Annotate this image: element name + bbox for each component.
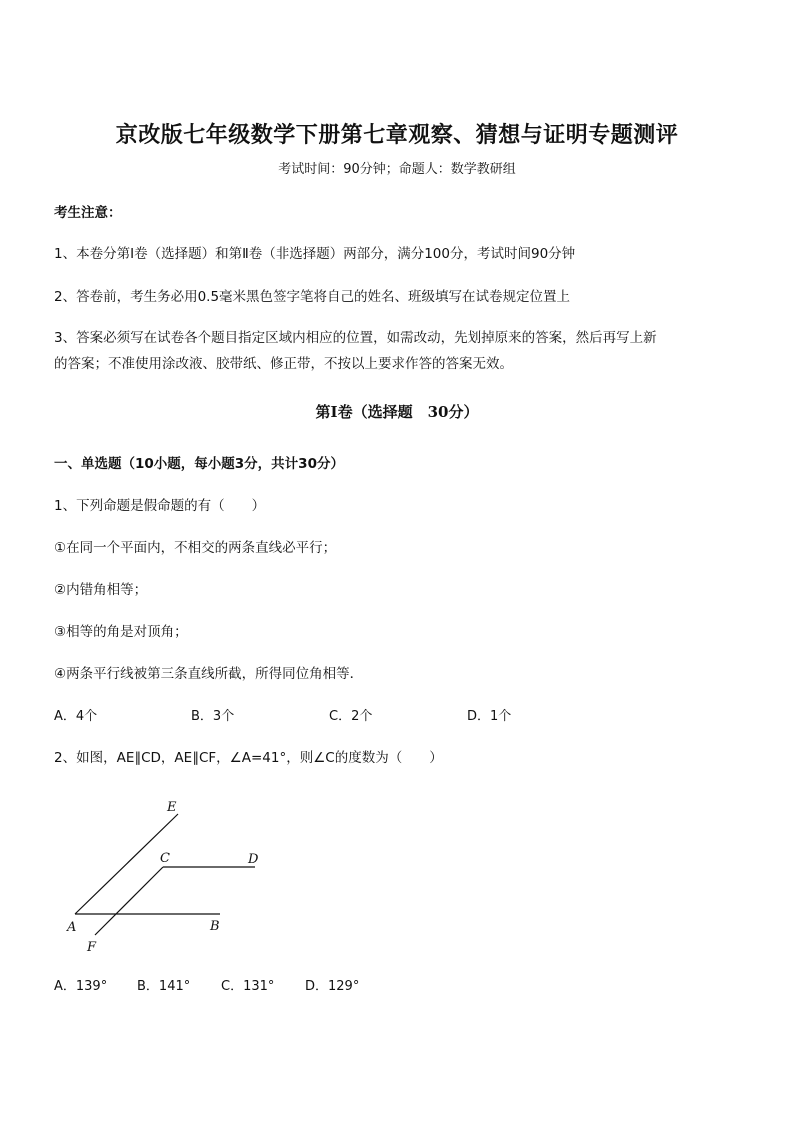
q1-option-d[interactable]: D．1个 [467, 709, 512, 724]
label-f: F [87, 940, 97, 955]
q1-option-a[interactable]: A．4个 [54, 709, 98, 724]
exam-subtitle: 考试时间：90分钟；命题人：数学教研组 [278, 162, 516, 177]
line-cf [95, 867, 163, 935]
section-title: 第Ⅰ卷（选择题 30分） [315, 403, 479, 421]
q2-option-b[interactable]: B．141° [137, 979, 191, 994]
q1-statement-2: ②内错角相等； [54, 582, 148, 598]
part-heading: 一、单选题（10小题，每小题3分，共计30分） [54, 456, 344, 472]
label-e: E [167, 800, 177, 815]
label-a: A [67, 920, 77, 935]
notice-item-3-line2: 的答案；不准使用涂改液、胶带纸、修正带，不按以上要求作答的答案无效。 [54, 356, 513, 372]
q1-option-c[interactable]: C．2个 [329, 709, 373, 724]
exam-title: 京改版七年级数学下册第七章观察、猜想与证明专题测评 [115, 122, 679, 148]
label-b: B [210, 919, 220, 934]
notice-item-2: 2、答卷前，考生务必用0.5毫米黑色签字笔将自己的姓名、班级填写在试卷规定位置上 [54, 289, 571, 305]
q1-statement-1: ①在同一个平面内，不相交的两条直线必平行； [54, 540, 337, 556]
notice-item-1: 1、本卷分第Ⅰ卷（选择题）和第Ⅱ卷（非选择题）两部分，满分100分，考试时间90分钟 [54, 246, 576, 262]
q1-stem: 1、下列命题是假命题的有（ ） [54, 498, 266, 514]
label-c: C [160, 851, 170, 866]
q2-figure [55, 790, 259, 960]
notice-item-3-line1: 3、答案必须写在试卷各个题目指定区域内相应的位置，如需改动，先划掉原来的答案，然后再写上新 [54, 330, 657, 346]
q2-option-a[interactable]: A．139° [54, 979, 108, 994]
notice-heading: 考生注意： [54, 205, 122, 221]
q1-option-b[interactable]: B．3个 [191, 709, 235, 724]
q1-statement-4: ④两条平行线被第三条直线所截，所得同位角相等． [54, 666, 364, 682]
q2-option-d[interactable]: D．129° [305, 979, 360, 994]
label-d: D [248, 852, 259, 867]
q2-option-c[interactable]: C．131° [221, 979, 275, 994]
q2-stem: 2、如图，AE∥CD，AE∥CF，∠A=41°，则∠C的度数为（ ） [54, 750, 443, 766]
q1-statement-3: ③相等的角是对顶角； [54, 624, 188, 640]
